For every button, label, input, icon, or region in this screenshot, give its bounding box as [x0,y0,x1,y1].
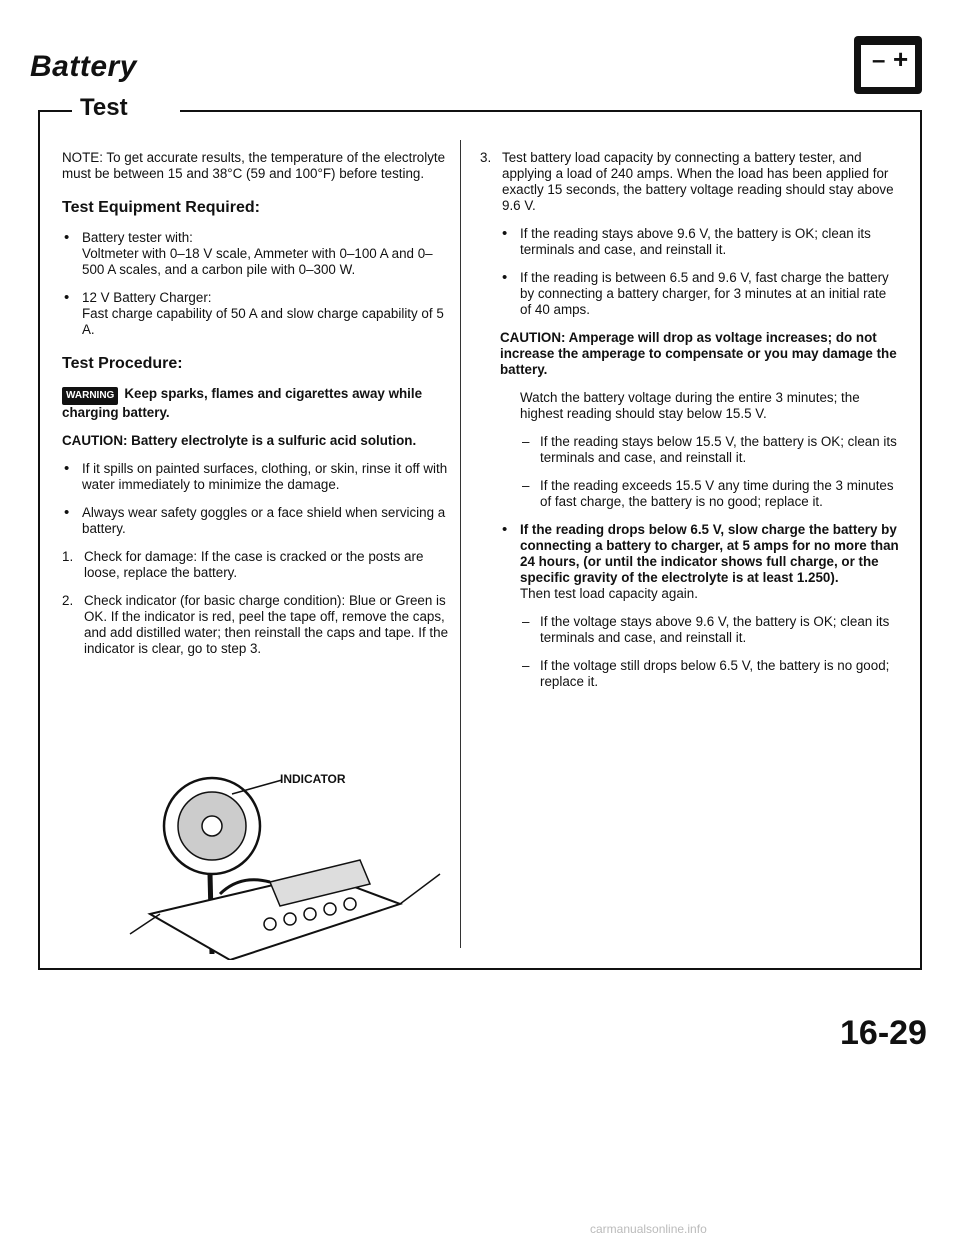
step-1 [62,549,448,581]
frame-top-left [38,110,74,112]
list-item: • If it spills on painted surfaces, clothing, or skin, rinse it off with water immediately to minimize the damage. [62,461,448,493]
dash-item: – If the reading stays below 15.5 V, the battery is OK; clean its terminals and case, and reinstall it. [520,434,900,466]
battery-plus: + [893,44,909,74]
step-text: Check indicator (for basic charge condition): Blue or Green is OK. If the indicator is red, peel the tape off, remove the caps, and add distilled water; then reinstall the caps and tape. If the indicator is clear, go to step 3. [84,593,449,656]
equipment-item-title: • Battery tester with: [82,230,193,245]
equipment-item [62,230,448,278]
list-item: • If the reading stays above 9.6 V, the battery is OK; clean its terminals and case, and reinstall it. [500,226,900,258]
caution-text: CAUTION: Battery electrolyte is a sulfuric acid solution. [62,433,417,448]
dash-item: – If the voltage stays above 9.6 V, the battery is OK; clean its terminals and case, and reinstall it. [520,614,900,646]
frame-top-right [180,110,922,112]
list-item [500,522,900,602]
step-number: 1. [62,549,74,564]
list-item-text: • If the reading drops below 6.5 V, slow charge the battery by connecting a battery to charger, at 5 amps for no more than 24 hours, (or until the indicator shows full charge, or the specific gravity of the electrolyte is at least 1.250). [520,522,899,585]
battery-indicator-illustration [120,764,450,960]
step-number: 3. [480,150,492,165]
list-item: • If the reading is between 6.5 and 9.6 V, fast charge the battery by connecting a battery charger, for 3 minutes at an initial rate of 40 amps. [500,270,900,318]
equipment-item-title: • 12 V Battery Charger: [82,290,212,305]
equipment-item [62,290,448,338]
warning-block [62,386,448,421]
battery-minus: – [872,47,886,74]
equipment-heading: Test Equipment Required: [62,199,260,216]
step-3 [480,150,900,214]
page-number: 16-29 [840,1014,927,1052]
step-2 [62,593,448,657]
dash-item: – If the reading exceeds 15.5 V any time during the 3 minutes of fast charge, the battery is no good; replace it. [520,478,900,510]
list-item-followup: Then test load capacity again. [520,586,698,601]
column-divider [460,140,461,948]
procedure-heading: Test Procedure: [62,355,183,372]
note: NOTE: To get accurate results, the temperature of the electrolyte must be between 15 and 38°C (59 and 100°F) before testing. [62,150,446,181]
watch-text: Watch the battery voltage during the entire 3 minutes; the highest reading should stay below 15.5 V. [520,390,860,421]
caution-text: CAUTION: Amperage will drop as voltage increases; do not increase the amperage to compensate or you may damage the battery. [500,330,897,377]
step-number: 2. [62,593,74,608]
section-title: Test [72,94,136,122]
left-column [62,150,448,669]
dash-item: – If the voltage still drops below 6.5 V, the battery is no good; replace it. [520,658,900,690]
indicator-label: INDICATOR [280,772,346,786]
step-text: Test battery load capacity by connecting a battery tester, and applying a load of 240 amps. When the load has been applied for exactly 15 seconds, the battery voltage reading should stay above 9.6 V. [502,150,894,213]
warning-text: Keep sparks, flames and cigarettes away while charging battery. [62,386,423,420]
warning-badge: WARNING [62,387,118,405]
battery-icon [854,36,922,94]
list-item: • Always wear safety goggles or a face shield when servicing a battery. [62,505,448,537]
footer-watermark: carmanualsonline.info [590,1222,707,1236]
page-title: Battery [30,50,137,83]
step-text: Check for damage: If the case is cracked or the posts are loose, replace the battery. [84,549,424,580]
equipment-item-detail: Fast charge capability of 50 A and slow charge capability of 5 A. [82,306,444,337]
equipment-item-detail: Voltmeter with 0–18 V scale, Ammeter with 0–100 A and 0–500 A scales, and a carbon pile with 0–300 W. [82,246,433,277]
right-column [480,150,900,702]
